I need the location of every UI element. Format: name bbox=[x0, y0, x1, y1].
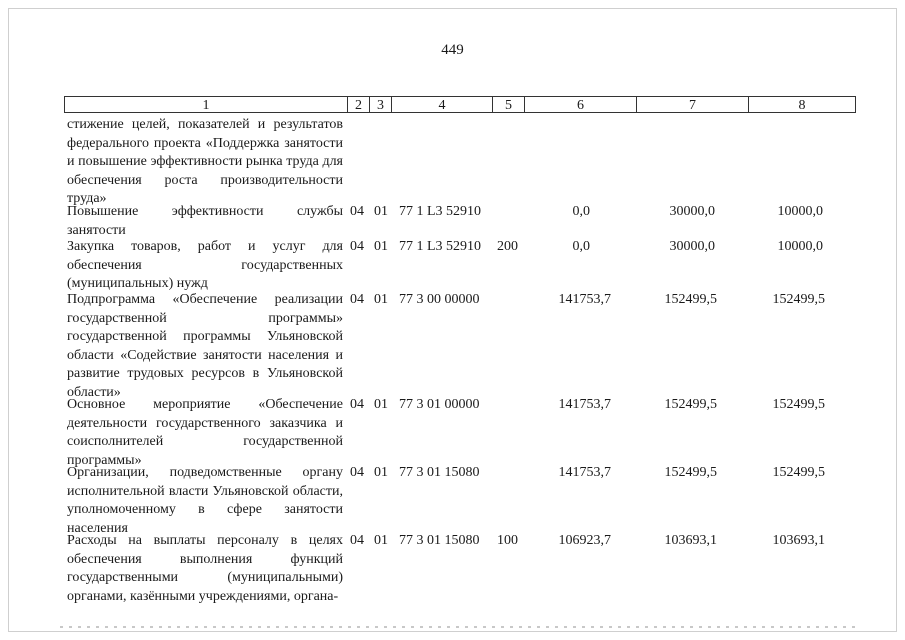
row-subsection: 01 bbox=[374, 465, 388, 480]
page-number: 449 bbox=[441, 42, 464, 58]
row-subsection: 01 bbox=[374, 239, 388, 254]
row-subsection: 01 bbox=[374, 397, 388, 412]
row-value-col7: 152499,5 bbox=[664, 397, 717, 412]
row-value-col6: 106923,7 bbox=[558, 533, 611, 548]
row-value-col6: 141753,7 bbox=[558, 292, 611, 307]
header-col-4: 4 bbox=[391, 96, 492, 113]
header-col-6: 6 bbox=[524, 96, 636, 113]
scan-artifact-line bbox=[60, 626, 860, 628]
row-value-col7: 152499,5 bbox=[664, 292, 717, 307]
row-value-col8: 152499,5 bbox=[772, 465, 825, 480]
row-section: 04 bbox=[350, 292, 364, 307]
row-target-code: 77 1 L3 52910 bbox=[399, 204, 482, 219]
row-target-code: 77 3 01 00000 bbox=[399, 397, 480, 412]
row-section: 04 bbox=[350, 465, 364, 480]
row-subsection: 01 bbox=[374, 292, 388, 307]
row-value-col7: 103693,1 bbox=[664, 533, 717, 548]
header-col-3: 3 bbox=[369, 96, 391, 113]
row-description: стижение целей, показателей и результатов федерального проекта «Поддержка занятости и повышение эффективности рынка труда для обеспечения роста производительности труда» bbox=[67, 117, 343, 206]
row-value-col8: 10000,0 bbox=[777, 204, 823, 219]
row-value-col8: 103693,1 bbox=[772, 533, 825, 548]
row-value-col8: 10000,0 bbox=[777, 239, 823, 254]
row-target-code: 77 3 01 15080 bbox=[399, 465, 480, 480]
row-target-code: 77 3 00 00000 bbox=[399, 292, 480, 307]
row-expense-type: 200 bbox=[497, 239, 518, 254]
row-description: Закупка товаров, работ и услуг для обеспечения государственных (муниципальных) нужд bbox=[67, 239, 343, 291]
row-value-col7: 152499,5 bbox=[664, 465, 717, 480]
row-value-col6: 141753,7 bbox=[558, 397, 611, 412]
header-col-8: 8 bbox=[748, 96, 856, 113]
header-col-5: 5 bbox=[492, 96, 524, 113]
row-subsection: 01 bbox=[374, 533, 388, 548]
row-value-col6: 141753,7 bbox=[558, 465, 611, 480]
row-description: Основное мероприятие «Обеспечение деятельности государственного заказчика и соисполнителей государственной программы» bbox=[67, 397, 343, 468]
row-section: 04 bbox=[350, 239, 364, 254]
header-col-2: 2 bbox=[347, 96, 369, 113]
row-value-col7: 30000,0 bbox=[669, 204, 715, 219]
row-expense-type: 100 bbox=[497, 533, 518, 548]
row-target-code: 77 3 01 15080 bbox=[399, 533, 480, 548]
row-value-col6: 0,0 bbox=[572, 239, 590, 254]
row-subsection: 01 bbox=[374, 204, 388, 219]
header-col-7: 7 bbox=[636, 96, 748, 113]
row-description: Подпрограмма «Обеспечение реализации государственной программы» государственной программы Ульяновской области «Содействие занятости населения и развитие трудовых ресурсов в Ульяновской области» bbox=[67, 292, 343, 400]
row-description: Повышение эффективности службы занятости bbox=[67, 204, 343, 238]
row-section: 04 bbox=[350, 533, 364, 548]
table-header bbox=[64, 96, 856, 115]
header-col-1: 1 bbox=[64, 96, 347, 113]
row-description: Расходы на выплаты персоналу в целях обеспечения выполнения функций государственными (муниципальными) органами, казёнными учреждениями, органа- bbox=[67, 533, 343, 604]
row-description: Организации, подведомственные органу исполнительной власти Ульяновской области, уполномоченному в сфере занятости населения bbox=[67, 465, 343, 536]
row-section: 04 bbox=[350, 204, 364, 219]
row-target-code: 77 1 L3 52910 bbox=[399, 239, 482, 254]
row-value-col8: 152499,5 bbox=[772, 397, 825, 412]
row-value-col7: 30000,0 bbox=[669, 239, 715, 254]
row-value-col8: 152499,5 bbox=[772, 292, 825, 307]
row-section: 04 bbox=[350, 397, 364, 412]
row-value-col6: 0,0 bbox=[572, 204, 590, 219]
